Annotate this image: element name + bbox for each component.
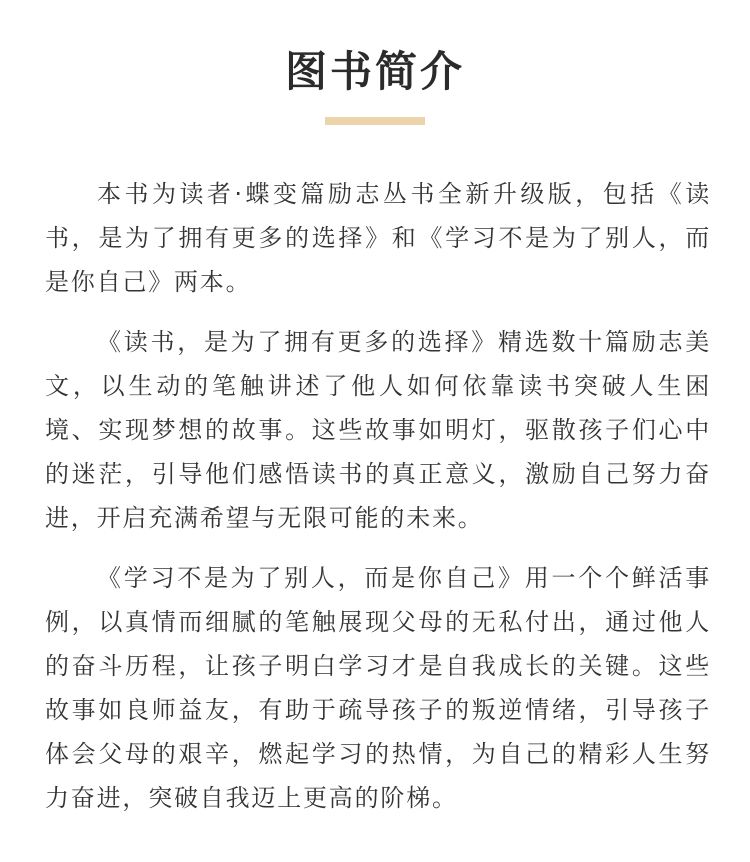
intro-paragraph-1: 本书为读者·蝶变篇励志丛书全新升级版，包括《读书，是为了拥有更多的选择》和《学习不是为了别人，而是你自己》两本。	[45, 180, 711, 296]
intro-content	[45, 172, 711, 836]
intro-paragraph-2: 《读书，是为了拥有更多的选择》精选数十篇励志美文，以生动的笔触讲述了他人如何依靠读书突破人生困境、实现梦想的故事。这些故事如明灯，驱散孩子们心中的迷茫，引导他们感悟读书的真正意义，激励自己努力奋进，开启充满希望与无限可能的未来。	[45, 328, 711, 532]
title-underline	[325, 117, 425, 125]
page-title: 图书简介	[284, 47, 465, 96]
intro-paragraph-3: 《学习不是为了别人，而是你自己》用一个个鲜活事例，以真情而细腻的笔触展现父母的无私付出，通过他人的奋斗历程，让孩子明白学习才是自我成长的关键。这些故事如良师益友，有助于疏导孩子的叛逆情绪，引导孩子体会父母的艰辛，燃起学习的热情，为自己的精彩人生努力奋进，突破自我迈上更高的阶梯。	[45, 564, 711, 812]
